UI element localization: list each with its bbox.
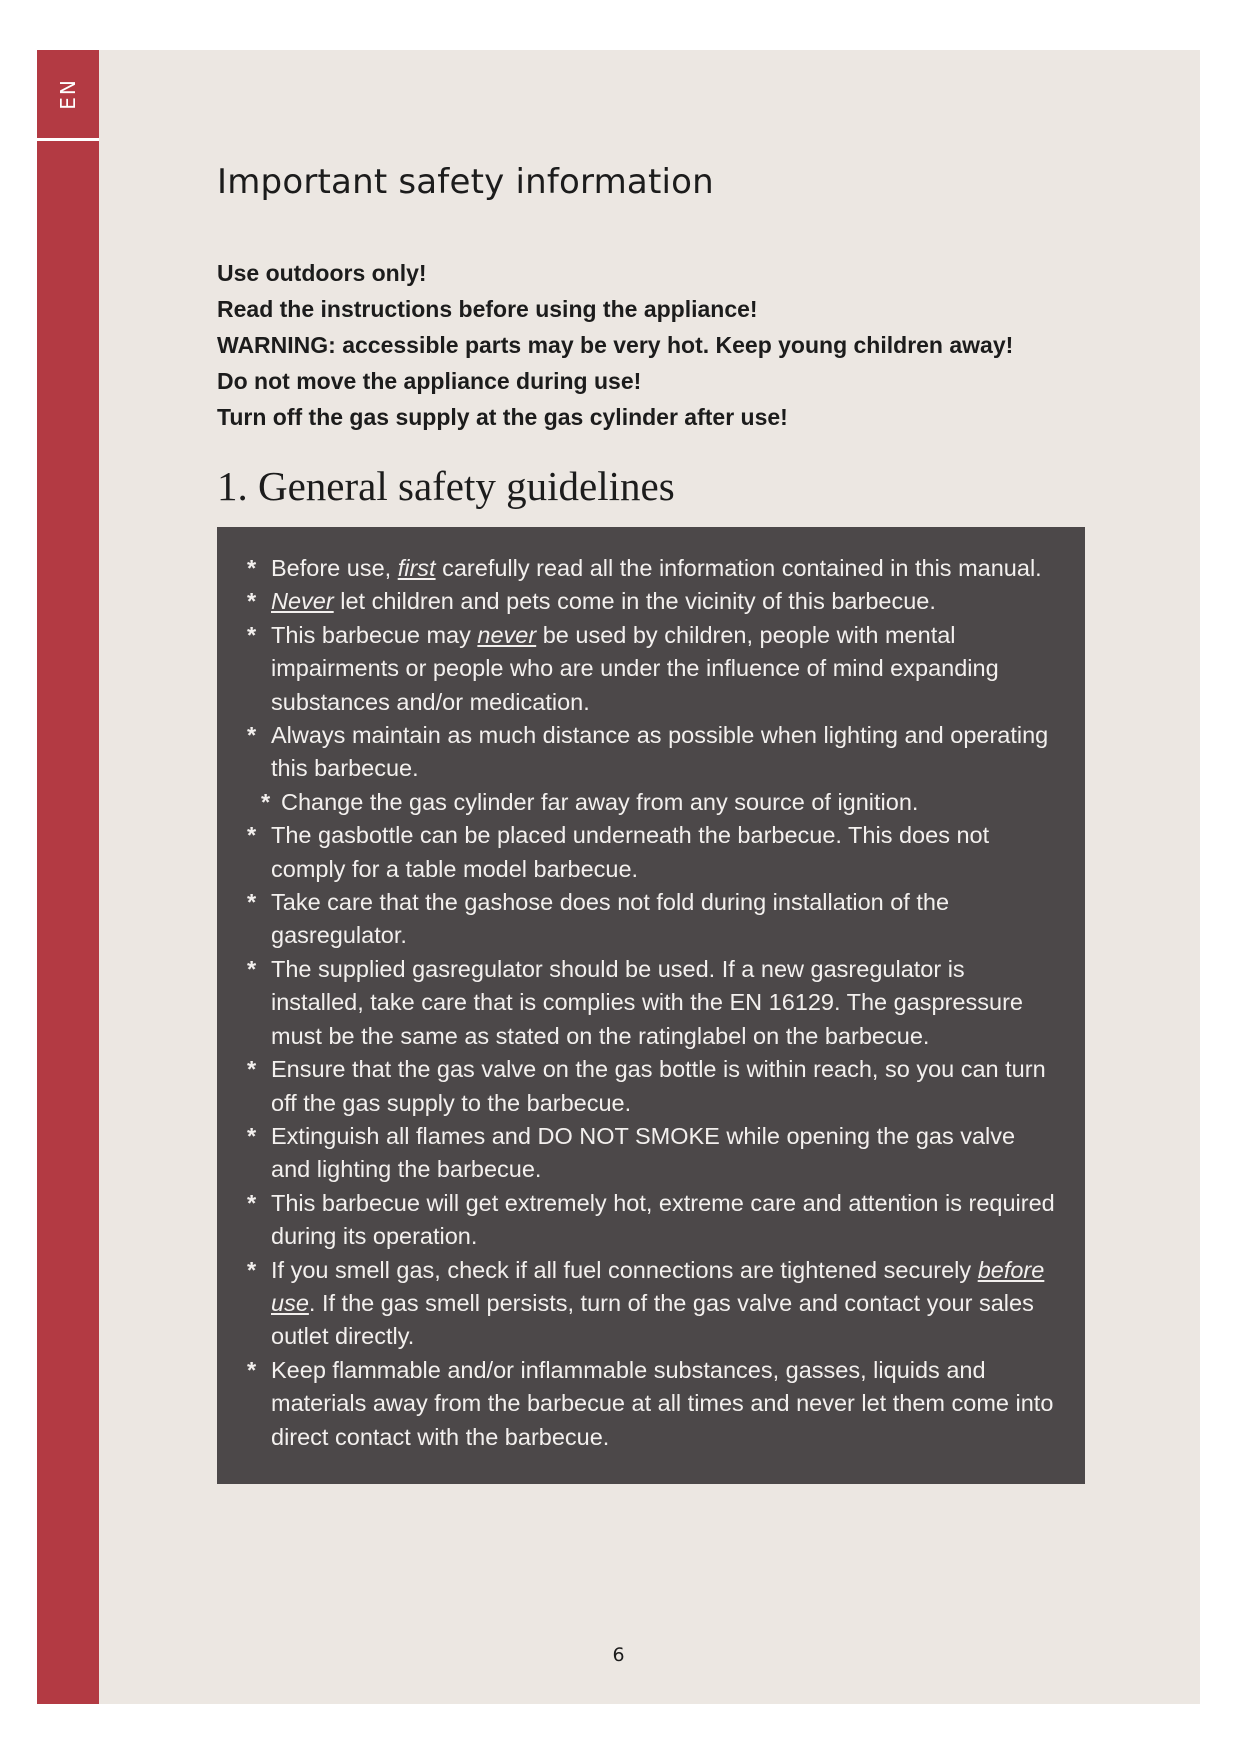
guideline-item [247, 1053, 1059, 1120]
manual-page [37, 50, 1200, 1704]
guideline-text: Ensure that the gas valve on the gas bottle is within reach, so you can turn off the gas supply to the barbecue. [271, 1056, 1046, 1116]
guideline-text: Keep flammable and/or inflammable substances, gasses, liquids and materials away from the barbecue at all times and never let them come into direct contact with the barbecue. [271, 1356, 1054, 1450]
guideline-item [247, 552, 1059, 585]
bullet-star: * [247, 1256, 257, 1283]
warning-line: Use outdoors only! [217, 260, 427, 286]
warning-line: Turn off the gas supply at the gas cylinder after use! [217, 404, 788, 430]
guideline-text: be used by children, people with mental impairments or people who are under the influence of mind expanding substances and/or medication. [271, 621, 999, 715]
guideline-text: This barbecue will get extremely hot, extreme care and attention is required during its operation. [271, 1189, 1055, 1250]
guideline-text: Before use, [271, 555, 398, 581]
guidelines-list [247, 552, 1059, 1454]
guideline-text: . If the gas smell persists, turn of the gas valve and contact your sales outlet directly. [271, 1289, 1034, 1350]
guideline-text: If you smell gas, check if all fuel connections are tightened securely [271, 1256, 978, 1283]
section-title: 1. General safety guidelines [217, 463, 675, 509]
guideline-text: Change the gas cylinder far away from any source of ignition. [281, 788, 919, 815]
guideline-item [247, 886, 1059, 953]
guideline-item [247, 1354, 1059, 1454]
guideline-item [247, 719, 1059, 786]
guideline-emphasis: before use [271, 1256, 1045, 1316]
guideline-text: let children and pets come in the vicinity of this barbecue. [333, 588, 936, 615]
bullet-star: * [247, 588, 257, 615]
guideline-emphasis: first [397, 555, 436, 581]
bullet-star: * [247, 1356, 257, 1383]
bullet-star: * [247, 889, 257, 916]
bullet-star: * [247, 722, 257, 749]
warning-line: Do not move the appliance during use! [217, 368, 642, 394]
page-title: Important safety information [217, 162, 714, 202]
guideline-item [247, 619, 1059, 719]
bullet-star: * [247, 621, 257, 648]
language-label: EN [55, 78, 80, 110]
guideline-emphasis: never [477, 621, 537, 648]
bullet-star: * [261, 788, 271, 815]
guideline-text: carefully read all the information contained in this manual. [435, 555, 1042, 581]
warning-line: WARNING: accessible parts may be very hot. Keep young children away! [217, 332, 1014, 358]
bullet-star: * [247, 955, 257, 982]
guideline-item [247, 1187, 1059, 1254]
guideline-item [247, 819, 1059, 886]
guideline-text: The supplied gasregulator should be used. If a new gasregulator is installed, take care that is complies with the EN 16129. The gaspressure must be the same as stated on the ratinglabel on the barbecue. [271, 955, 1023, 1049]
language-sidebar [37, 50, 99, 1704]
guideline-text: Always maintain as much distance as possible when lighting and operating this barbecue. [271, 722, 1049, 782]
page-number: 6 [612, 1644, 625, 1666]
guideline-text: Extinguish all flames and DO NOT SMOKE while opening the gas valve and lighting the barbecue. [271, 1122, 1016, 1183]
guideline-item [247, 585, 1059, 618]
bullet-star: * [247, 1056, 257, 1083]
guidelines-box [217, 527, 1085, 1484]
guideline-text: This barbecue may [271, 621, 478, 648]
guideline-item [247, 786, 1059, 819]
bullet-star: * [247, 555, 257, 581]
bullet-star: * [247, 822, 257, 849]
warning-line: Read the instructions before using the appliance! [217, 296, 758, 322]
guideline-text: The gasbottle can be placed underneath the barbecue. This does not comply for a table model barbecue. [271, 822, 990, 882]
guideline-item [247, 1254, 1059, 1354]
language-tab [37, 50, 99, 141]
guideline-item [247, 1120, 1059, 1187]
safety-warnings [217, 255, 1013, 435]
guideline-item [247, 953, 1059, 1053]
guideline-text: Take care that the gashose does not fold during installation of the gasregulator. [271, 889, 950, 949]
bullet-star: * [247, 1189, 257, 1216]
bullet-star: * [247, 1122, 257, 1149]
guideline-emphasis: Never [271, 588, 334, 615]
